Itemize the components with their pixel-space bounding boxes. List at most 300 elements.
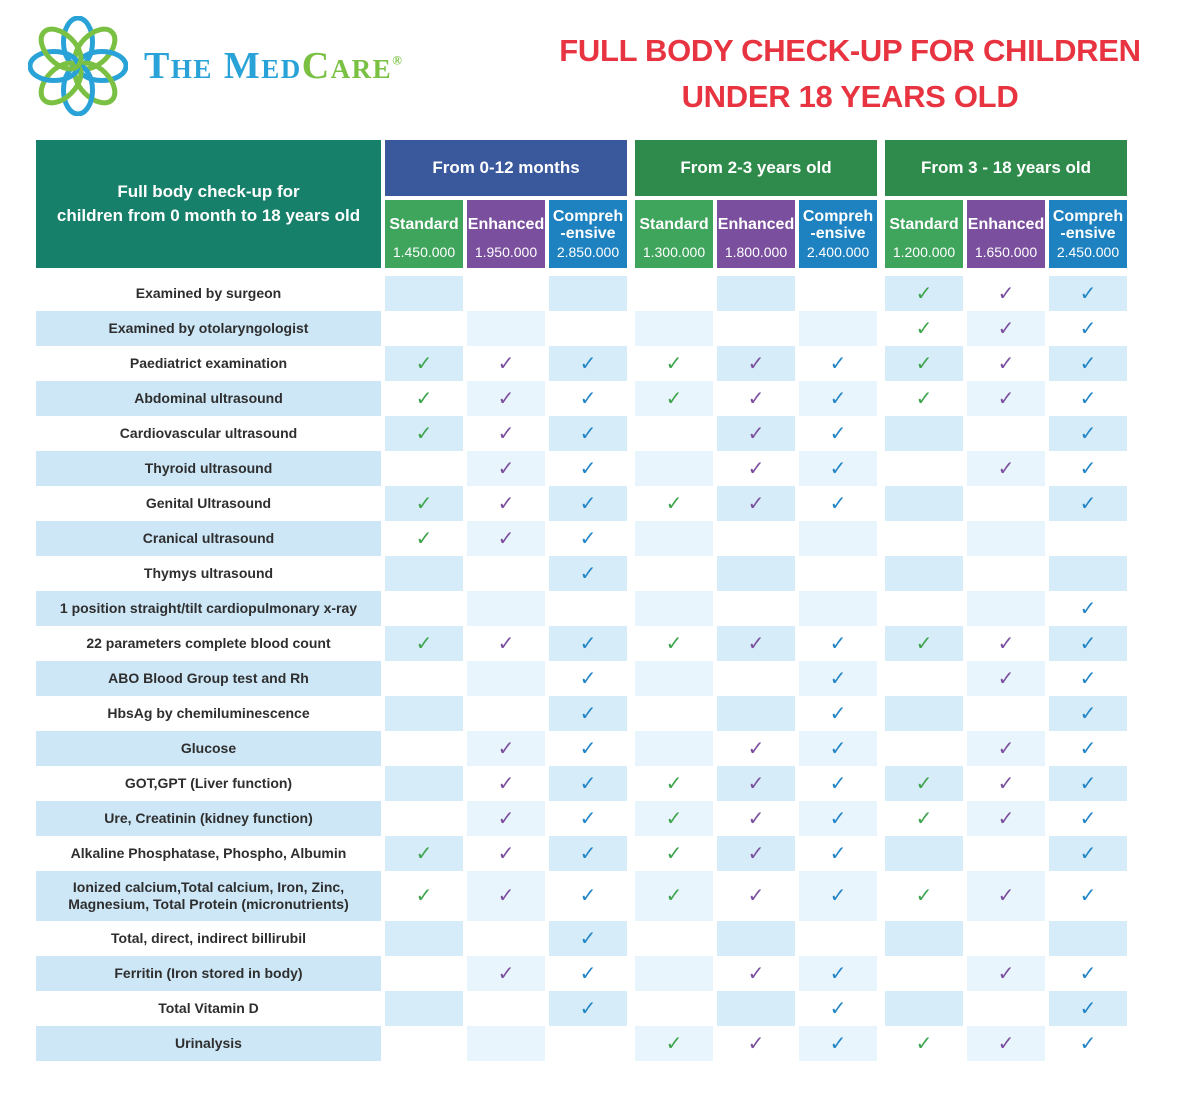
check-cell [549,416,627,451]
check-icon: ✓ [747,492,765,515]
table-row [36,956,1127,991]
check-cell [885,626,963,661]
check-cell [967,801,1045,836]
package-name [1049,205,1127,244]
table-row [36,416,1127,451]
corner-header-line2: children from 0 month to 18 years old [56,206,361,225]
check-cell [385,1026,463,1061]
check-cell [799,766,877,801]
check-cell [385,416,463,451]
check-icon: ✓ [915,1032,933,1055]
check-cell [385,346,463,381]
package-header-cells [385,200,627,268]
check-icon: ✓ [747,457,765,480]
corner-header-line1: Full body check-up for [117,182,300,201]
check-cell [467,1026,545,1061]
check-icon: ✓ [1079,885,1097,907]
checkup-comparison-table [36,140,1127,1061]
check-cell [885,871,963,921]
check-icon: ✓ [1079,702,1097,725]
check-cell [799,346,877,381]
row-label: Abdominal ultrasound [36,381,381,416]
package-name [385,205,463,244]
package-name-line: Standard [889,216,959,233]
package-header-enhanced [467,200,545,268]
check-cell [467,486,545,521]
check-cell [885,956,963,991]
check-cell [385,956,463,991]
package-header-standard [635,200,713,268]
check-cell [717,451,795,486]
check-icon: ✓ [579,527,597,550]
table-row [36,311,1127,346]
check-cell [385,626,463,661]
check-cell [717,871,795,921]
check-cell [467,801,545,836]
check-cell [967,696,1045,731]
check-icon: ✓ [829,885,847,907]
check-cell [967,591,1045,626]
check-cell [549,921,627,956]
check-icon: ✓ [665,885,683,907]
check-icon: ✓ [497,387,515,410]
check-icon: ✓ [829,772,847,795]
brand-name-blue: The Med [144,45,302,87]
check-cell [549,871,627,921]
check-cell [799,661,877,696]
check-cell [385,731,463,766]
check-cell [885,276,963,311]
table-row [36,696,1127,731]
check-cell [799,836,877,871]
check-cell [635,731,713,766]
check-icon: ✓ [415,632,433,655]
package-price: 1.200.000 [892,244,956,260]
check-cell [1049,591,1127,626]
check-cell [799,276,877,311]
check-cell [885,521,963,556]
check-cell [1049,801,1127,836]
check-cell [467,451,545,486]
check-cell [385,486,463,521]
check-cell [967,871,1045,921]
check-icon: ✓ [415,527,433,550]
check-icon: ✓ [829,492,847,515]
check-cell [1049,731,1127,766]
table-row [36,451,1127,486]
table-row [36,626,1127,661]
check-cell [1049,991,1127,1026]
check-cell [885,591,963,626]
check-cell [799,521,877,556]
package-name [717,205,795,244]
row-label: Cranical ultrasound [36,521,381,556]
check-icon: ✓ [579,387,597,410]
check-cell [1049,956,1127,991]
check-cell [717,556,795,591]
age-group-2 [635,140,877,268]
check-icon: ✓ [1079,772,1097,795]
check-cell [799,696,877,731]
check-icon: ✓ [829,997,847,1020]
check-cell [467,311,545,346]
check-icon: ✓ [997,282,1015,305]
check-icon: ✓ [1079,842,1097,865]
check-icon: ✓ [579,667,597,690]
check-cell [635,521,713,556]
check-cell [885,766,963,801]
check-cell [635,311,713,346]
check-cell [885,731,963,766]
check-cell [635,276,713,311]
package-price: 2.850.000 [556,244,620,260]
check-cell [467,871,545,921]
check-cell [635,486,713,521]
check-icon: ✓ [579,492,597,515]
check-cell [385,801,463,836]
check-icon: ✓ [1079,282,1097,305]
package-name-line: -ensive [1060,224,1116,242]
check-icon: ✓ [1079,962,1097,985]
table-row [36,521,1127,556]
check-icon: ✓ [747,352,765,375]
check-icon: ✓ [829,632,847,655]
check-cell [635,591,713,626]
check-cell [385,766,463,801]
check-cell [885,921,963,956]
check-cell [885,346,963,381]
check-cell [635,871,713,921]
check-cell [885,486,963,521]
table-row [36,1026,1127,1061]
check-icon: ✓ [915,807,933,830]
check-icon: ✓ [665,1032,683,1055]
check-icon: ✓ [415,492,433,515]
table-row [36,766,1127,801]
check-icon: ✓ [997,457,1015,480]
check-cell [635,346,713,381]
check-icon: ✓ [747,807,765,830]
check-icon: ✓ [579,352,597,375]
check-icon: ✓ [997,807,1015,830]
check-cell [635,626,713,661]
check-icon: ✓ [1079,457,1097,480]
check-cell [799,991,877,1026]
check-cell [549,311,627,346]
check-cell [717,991,795,1026]
age-group-3 [885,140,1127,268]
package-header-cells [885,200,1127,268]
row-label: Cardiovascular ultrasound [36,416,381,451]
check-cell [1049,836,1127,871]
check-cell [717,1026,795,1061]
package-header-cells [635,200,877,268]
package-header-comprehensive [549,200,627,268]
check-cell [1049,276,1127,311]
check-cell [799,416,877,451]
check-cell [1049,921,1127,956]
check-cell [717,956,795,991]
table-header-row [36,140,1127,268]
check-cell [967,661,1045,696]
check-icon: ✓ [997,317,1015,340]
check-cell [885,311,963,346]
check-icon: ✓ [829,842,847,865]
check-cell [549,766,627,801]
check-icon: ✓ [579,737,597,760]
row-label: Paediatrict examination [36,346,381,381]
check-icon: ✓ [579,807,597,830]
check-cell [635,1026,713,1061]
check-cell [799,381,877,416]
check-cell [799,556,877,591]
check-cell [1049,521,1127,556]
check-icon: ✓ [1079,597,1097,620]
page-title [520,28,1180,120]
check-cell [799,801,877,836]
check-icon: ✓ [579,772,597,795]
check-icon: ✓ [747,387,765,410]
check-cell [1049,556,1127,591]
check-icon: ✓ [829,807,847,830]
registered-mark: ® [392,52,404,68]
check-cell [967,766,1045,801]
check-cell [385,871,463,921]
check-cell [967,451,1045,486]
package-name [467,205,545,244]
row-label: Genital Ultrasound [36,486,381,521]
check-cell [799,1026,877,1061]
age-group-label: From 2-3 years old [635,140,877,196]
medcare-flower-logo-icon [28,16,128,116]
check-icon: ✓ [829,667,847,690]
check-icon: ✓ [997,1032,1015,1055]
check-cell [467,276,545,311]
check-cell [467,836,545,871]
check-icon: ✓ [497,492,515,515]
check-cell [467,956,545,991]
check-cell [1049,661,1127,696]
check-cell [717,921,795,956]
row-label: GOT,GPT (Liver function) [36,766,381,801]
check-cell [635,956,713,991]
check-icon: ✓ [829,702,847,725]
check-icon: ✓ [497,772,515,795]
check-cell [717,801,795,836]
check-icon: ✓ [665,492,683,515]
check-cell [967,486,1045,521]
row-label: Ionized calcium,Total calcium, Iron, Zinc, Magnesium, Total Protein (micronutrients) [36,871,381,921]
check-icon: ✓ [497,737,515,760]
check-cell [467,521,545,556]
check-icon: ✓ [997,772,1015,795]
check-icon: ✓ [415,422,433,445]
check-cell [967,276,1045,311]
check-cell [799,311,877,346]
check-cell [717,696,795,731]
check-cell [549,381,627,416]
check-cell [1049,416,1127,451]
check-cell [549,486,627,521]
check-cell [635,381,713,416]
row-label: Total, direct, indirect billirubil [36,921,381,956]
check-icon: ✓ [915,632,933,655]
check-icon: ✓ [829,1032,847,1055]
package-price: 1.800.000 [724,244,788,260]
check-cell [549,991,627,1026]
check-icon: ✓ [997,962,1015,985]
package-name-line: Compreh [552,207,624,225]
package-name [967,205,1045,244]
check-cell [799,486,877,521]
check-icon: ✓ [747,842,765,865]
check-cell [799,921,877,956]
check-cell [467,591,545,626]
age-group-label: From 3 - 18 years old [885,140,1127,196]
check-icon: ✓ [747,772,765,795]
check-cell [717,381,795,416]
check-cell [799,871,877,921]
table-corner-header [36,140,381,268]
check-icon: ✓ [829,737,847,760]
table-row [36,556,1127,591]
package-name-line: -ensive [810,224,866,242]
package-name [549,205,627,244]
check-icon: ✓ [497,457,515,480]
check-cell [717,311,795,346]
check-cell [467,346,545,381]
check-cell [467,696,545,731]
check-icon: ✓ [579,997,597,1020]
check-cell [549,591,627,626]
row-label: 1 position straight/tilt cardiopulmonary x-ray [36,591,381,626]
check-cell [549,836,627,871]
package-name-line: Enhanced [717,216,795,233]
check-icon: ✓ [829,457,847,480]
check-cell [467,381,545,416]
package-price: 1.650.000 [974,244,1038,260]
check-icon: ✓ [915,772,933,795]
package-name [799,205,877,244]
check-cell [385,556,463,591]
page-title-line2: UNDER 18 YEARS OLD [681,79,1019,114]
check-icon: ✓ [665,632,683,655]
check-cell [1049,626,1127,661]
check-cell [885,381,963,416]
check-cell [635,556,713,591]
check-icon: ✓ [829,422,847,445]
check-cell [635,836,713,871]
check-icon: ✓ [579,422,597,445]
package-header-comprehensive [799,200,877,268]
check-icon: ✓ [497,807,515,830]
check-cell [1049,766,1127,801]
age-group-1 [385,140,627,268]
check-cell [799,451,877,486]
check-cell [717,416,795,451]
age-group-label: From 0-12 months [385,140,627,196]
check-cell [385,451,463,486]
check-cell [385,276,463,311]
row-label: Thymys ultrasound [36,556,381,591]
check-cell [885,801,963,836]
check-cell [967,626,1045,661]
check-icon: ✓ [1079,807,1097,830]
check-cell [385,661,463,696]
check-cell [549,556,627,591]
package-price: 2.450.000 [1056,244,1120,260]
check-cell [967,556,1045,591]
check-icon: ✓ [665,772,683,795]
check-icon: ✓ [497,632,515,655]
check-icon: ✓ [497,527,515,550]
check-cell [467,766,545,801]
check-cell [467,921,545,956]
check-icon: ✓ [829,962,847,985]
check-cell [549,801,627,836]
check-cell [385,381,463,416]
check-icon: ✓ [997,632,1015,655]
check-icon: ✓ [415,387,433,410]
row-label: Ferritin (Iron stored in body) [36,956,381,991]
row-label: Thyroid ultrasound [36,451,381,486]
package-header-enhanced [967,200,1045,268]
package-price: 1.950.000 [474,244,538,260]
check-cell [467,416,545,451]
check-cell [385,311,463,346]
check-cell [635,801,713,836]
check-cell [467,661,545,696]
check-cell [885,836,963,871]
check-icon: ✓ [915,282,933,305]
check-cell [385,521,463,556]
check-icon: ✓ [1079,492,1097,515]
check-icon: ✓ [1079,667,1097,690]
table-row [36,731,1127,766]
check-cell [635,661,713,696]
check-icon: ✓ [997,387,1015,410]
row-label: Total Vitamin D [36,991,381,1026]
check-cell [967,416,1045,451]
brand [28,16,403,116]
check-cell [799,591,877,626]
package-name-line: Enhanced [467,216,545,233]
row-label: Examined by surgeon [36,276,381,311]
row-label: Urinalysis [36,1026,381,1061]
check-cell [1049,871,1127,921]
check-cell [967,731,1045,766]
row-label: Alkaline Phosphatase, Phospho, Albumin [36,836,381,871]
check-cell [967,921,1045,956]
package-name-line: Enhanced [967,216,1045,233]
package-name-line: Compreh [802,207,874,225]
check-icon: ✓ [747,737,765,760]
check-icon: ✓ [997,885,1015,907]
check-icon: ✓ [915,317,933,340]
check-cell [799,731,877,766]
check-icon: ✓ [665,387,683,410]
table-row [36,871,1127,921]
package-header-comprehensive [1049,200,1127,268]
row-label: Examined by otolaryngologist [36,311,381,346]
check-icon: ✓ [415,885,433,907]
check-cell [885,991,963,1026]
package-name-line: Standard [639,216,709,233]
check-icon: ✓ [915,387,933,410]
check-cell [549,1026,627,1061]
package-price: 2.400.000 [806,244,870,260]
check-cell [717,766,795,801]
